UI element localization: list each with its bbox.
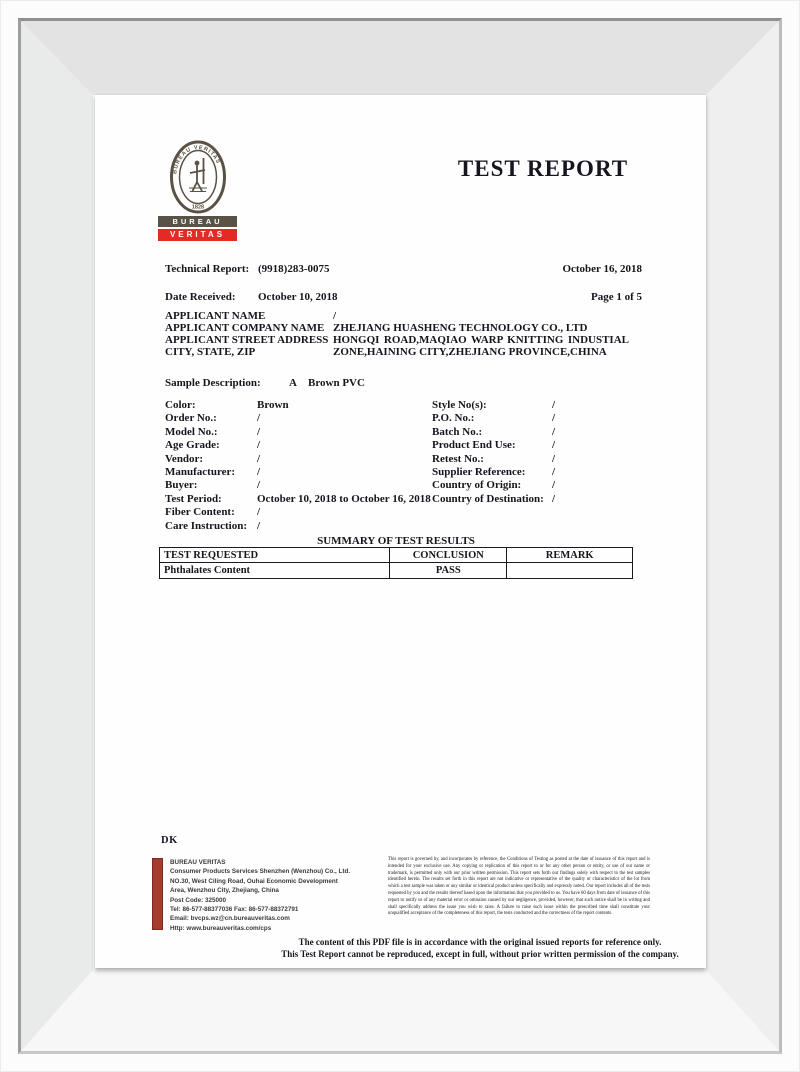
col-remark: REMARK bbox=[507, 548, 633, 563]
test-period-label: Test Period: bbox=[165, 492, 222, 505]
care-instruction-value: / bbox=[257, 519, 261, 532]
bureau-veritas-logo bbox=[158, 140, 237, 241]
col-conclusion: CONCLUSION bbox=[390, 548, 507, 563]
model-no-label: Model No.: bbox=[165, 425, 218, 438]
summary-table bbox=[159, 547, 633, 579]
retest-no-value: / bbox=[552, 452, 556, 465]
reviewer-initials: DK bbox=[161, 835, 178, 846]
supplier-reference-value: / bbox=[552, 466, 556, 479]
vendor-label: Vendor: bbox=[165, 452, 204, 465]
buyer-value: / bbox=[257, 479, 261, 492]
test-period-value: October 10, 2018 to October 16, 2018 bbox=[257, 492, 431, 505]
applicant-company-label: APPLICANT COMPANY NAME bbox=[165, 322, 325, 334]
care-instruction-label: Care Instruction: bbox=[165, 519, 247, 532]
address-line: Consumer Products Services Shenzhen (Wenzhou) Co., Ltd. bbox=[170, 868, 351, 876]
po-no-label: P.O. No.: bbox=[432, 412, 475, 425]
remark-cell bbox=[507, 563, 633, 579]
address-line: Email: bvcps.wz@cn.bureauveritas.com bbox=[170, 915, 290, 923]
svg-text:BUREAU VERITAS: BUREAU VERITAS bbox=[171, 144, 221, 175]
address-line: Area, Wenzhou City, Zhejiang, China bbox=[170, 887, 279, 895]
model-no-value: / bbox=[257, 425, 261, 438]
color-label: Color: bbox=[165, 399, 196, 411]
sample-item-letter: A bbox=[289, 377, 297, 389]
details-left-labels bbox=[165, 399, 247, 533]
batch-no-label: Batch No.: bbox=[432, 425, 483, 438]
country-of-origin-label: Country of Origin: bbox=[432, 479, 522, 492]
details-left-values bbox=[257, 399, 431, 533]
issue-date: October 16, 2018 bbox=[562, 263, 642, 275]
footer-red-bar bbox=[152, 858, 163, 930]
address-line: Tel: 86-577-88377036 Fax: 86-577-88372791 bbox=[170, 906, 299, 914]
bureau-veritas-seal-icon bbox=[169, 140, 227, 214]
supplier-reference-label: Supplier Reference: bbox=[432, 466, 526, 479]
logo-veritas-wordmark: VERITAS bbox=[158, 229, 237, 241]
po-no-value: / bbox=[552, 412, 556, 425]
closing-line-2: This Test Report cannot be reproduced, except in full, without prior written permission of the company. bbox=[281, 949, 679, 959]
applicant-name-value: / bbox=[333, 310, 337, 322]
applicant-company-value: ZHEJIANG HUASHENG TECHNOLOGY CO., LTD bbox=[333, 322, 588, 334]
summary-header-row bbox=[160, 548, 633, 563]
order-no-value: / bbox=[257, 412, 261, 425]
summary-title: SUMMARY OF TEST RESULTS bbox=[317, 535, 475, 547]
country-of-destination-value: / bbox=[552, 492, 556, 505]
page-indicator: Page 1 of 5 bbox=[590, 291, 642, 303]
buyer-label: Buyer: bbox=[165, 479, 198, 492]
applicant-street-label: APPLICANT STREET ADDRESS bbox=[165, 334, 329, 346]
test-report-document bbox=[95, 95, 706, 968]
date-received-label: Date Received: bbox=[165, 291, 236, 303]
manufacturer-label: Manufacturer: bbox=[165, 466, 236, 479]
applicant-city-label: CITY, STATE, ZIP bbox=[165, 346, 256, 358]
retest-no-label: Retest No.: bbox=[432, 452, 484, 465]
age-grade-value: / bbox=[257, 439, 261, 452]
test-requested-cell: Phthalates Content bbox=[160, 563, 390, 579]
product-end-use-value: / bbox=[552, 439, 556, 452]
product-end-use-label: Product End Use: bbox=[432, 439, 516, 452]
age-grade-label: Age Grade: bbox=[165, 439, 220, 452]
applicant-city-value: ZONE,HAINING CITY,ZHEJIANG PROVINCE,CHINA bbox=[333, 346, 607, 358]
applicant-values bbox=[333, 310, 629, 358]
order-no-label: Order No.: bbox=[165, 412, 217, 425]
manufacturer-value: / bbox=[257, 466, 261, 479]
country-of-destination-label: Country of Destination: bbox=[432, 492, 544, 505]
applicant-name-label: APPLICANT NAME bbox=[165, 310, 266, 322]
address-line: NO.30, West Ciling Road, Ouhai Economic Development bbox=[170, 877, 338, 885]
applicant-street-value: HONGQI ROAD,MAQIAO WARP KNITTING INDUSTIAL bbox=[333, 334, 629, 346]
terms-disclaimer: This report is governed by, and incorporates by reference, the Conditions of Testing as posted at the date of issuance of this report and is intended for your exclusive use. Any copying or replication of this report to or for any other person or entity, or use of our name or trademark, is permitted only with our prior written permission. This report sets forth our findings solely with respect to the test samples identified herein. The results set forth in this report are not indicative or representative of the quality or characteristics of the lot from which a test sample was taken or any similar or identical product unless specifically and expressly noted. Our report includes all of the tests requested by you and the results thereof based upon the information that you provided to us. You have 60 days from date of issuance of this report to notify us of any material error or omission caused by our negligence, provided, however, that such notice shall be in writing and shall specifically address the issue you wish to raise. A failure to raise such issue within the prescribed time shall constitute your unqualified acceptance of the completeness of this report, the tests conducted and the correctness of the report contents. bbox=[388, 857, 650, 917]
fiber-content-label: Fiber Content: bbox=[165, 506, 235, 519]
country-of-origin-value: / bbox=[552, 479, 556, 492]
style-no-value: / bbox=[552, 399, 556, 411]
batch-no-value: / bbox=[552, 425, 556, 438]
details-right-labels bbox=[432, 399, 544, 506]
address-line: Http: www.bureauveritas.com/cps bbox=[170, 924, 272, 932]
address-line: BUREAU VERITAS bbox=[170, 859, 226, 866]
col-test-requested: TEST REQUESTED bbox=[160, 548, 390, 563]
color-value: Brown bbox=[257, 399, 289, 411]
logo-bureau-wordmark: BUREAU bbox=[158, 216, 237, 227]
summary-data-row bbox=[160, 563, 633, 579]
address-line: Post Code: 325000 bbox=[170, 896, 226, 904]
technical-report-value: (9918)283-0075 bbox=[258, 263, 330, 275]
technical-report-label: Technical Report: bbox=[165, 263, 250, 275]
applicant-labels bbox=[165, 310, 328, 358]
lab-address-block bbox=[170, 858, 385, 933]
svg-text:1828: 1828 bbox=[191, 204, 204, 211]
closing-line-1: The content of this PDF file is in accordance with the original issued reports for reference only. bbox=[298, 937, 662, 947]
closing-statement bbox=[270, 936, 690, 960]
fiber-content-value: / bbox=[257, 506, 261, 519]
sample-description-label: Sample Description: bbox=[165, 377, 261, 389]
details-right-values bbox=[552, 399, 555, 506]
vendor-value: / bbox=[257, 452, 261, 465]
date-received-value: October 10, 2018 bbox=[258, 291, 338, 303]
conclusion-cell: PASS bbox=[390, 563, 507, 579]
style-no-label: Style No(s): bbox=[432, 399, 487, 411]
page-title: TEST REPORT bbox=[457, 156, 629, 181]
sample-description-value: Brown PVC bbox=[308, 377, 365, 389]
